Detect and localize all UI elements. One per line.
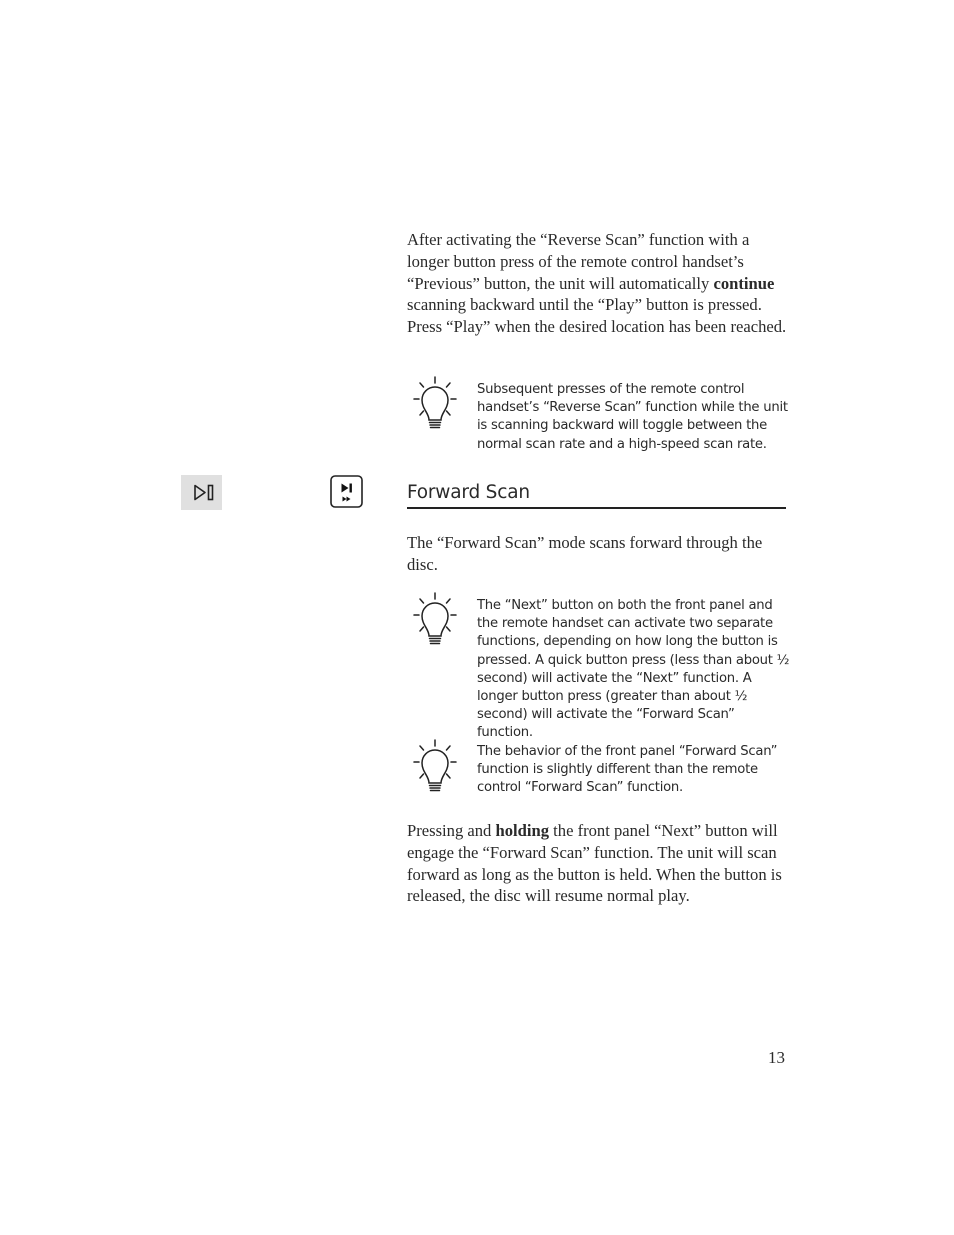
closing-paragraph: Pressing and holding the front panel “Next” button will engage the “Forward Scan” function. The unit will scan forward as long as the button is held. When the button is released, the disc will resume normal play. bbox=[407, 821, 782, 906]
tip-reverse-scan-toggle: Subsequent presses of the remote control handset’s “Reverse Scan” function while the unit is scanning backward will toggle between the normal scan rate and a high-speed scan rate. bbox=[477, 382, 788, 452]
front-panel-next-button bbox=[181, 475, 222, 510]
emphasis-holding: holding bbox=[495, 821, 550, 840]
tip-front-panel-behavior: The behavior of the front panel “Forward Scan” function is slightly different than the remote control “Forward Scan” function. bbox=[477, 744, 778, 796]
intro-paragraph: After activating the “Reverse Scan” function with a longer button press of the remote control handset’s “Previous” button, the unit will automatically continue scanning backward until the “Play” button is pressed. Press “Play” when the desired location has been reached. bbox=[407, 230, 787, 337]
emphasis-continue: continue bbox=[713, 273, 775, 293]
tip-next-button-functions: The “Next” button on both the front panel and the remote handset can activate two separate functions, depending on how long the button is pressed. A quick button press (less than about ½ second) will activate the “Next” function. A longer button press (greater than about ½ second) will activate the “Forward Scan” function. bbox=[477, 598, 790, 741]
lightbulb-icon bbox=[412, 376, 458, 430]
forward-scan-intro: The “Forward Scan” mode scans forward through the disc. bbox=[407, 533, 763, 574]
lightbulb-icon bbox=[412, 739, 458, 793]
front-panel-next-button-icon bbox=[181, 475, 222, 510]
page-number: 13 bbox=[768, 1048, 785, 1067]
remote-next-button-icon bbox=[330, 475, 363, 508]
lightbulb-icon bbox=[412, 592, 458, 646]
section-title: Forward Scan bbox=[407, 481, 786, 509]
